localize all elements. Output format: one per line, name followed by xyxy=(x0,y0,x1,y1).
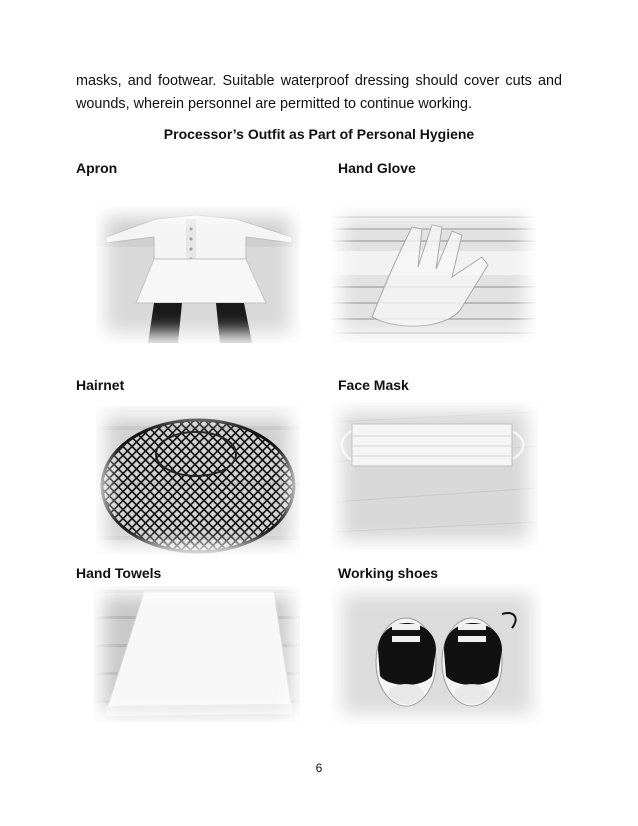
working-shoes-label: Working shoes xyxy=(338,565,439,581)
hand-towels-label: Hand Towels xyxy=(76,565,162,581)
hairnet-label: Hairnet xyxy=(76,377,125,393)
page-number: 6 xyxy=(315,761,323,775)
apron-photo xyxy=(96,207,300,343)
section-heading: Processor’s Outfit as Part of Personal Hygiene xyxy=(163,126,475,142)
face-mask-photo xyxy=(332,402,538,550)
face-mask-label: Face Mask xyxy=(338,377,409,393)
body-paragraph: masks, and footwear. Suitable waterproof dressing should cover cuts and wounds, wherein personnel are permitted to continue working. xyxy=(76,73,562,112)
apron-label: Apron xyxy=(76,160,118,176)
hand-glove-photo xyxy=(332,207,536,343)
hand-towels-photo xyxy=(94,586,300,722)
hairnet-photo xyxy=(96,406,300,554)
working-shoes-photo xyxy=(332,584,542,724)
hand-glove-label: Hand Glove xyxy=(338,160,416,176)
